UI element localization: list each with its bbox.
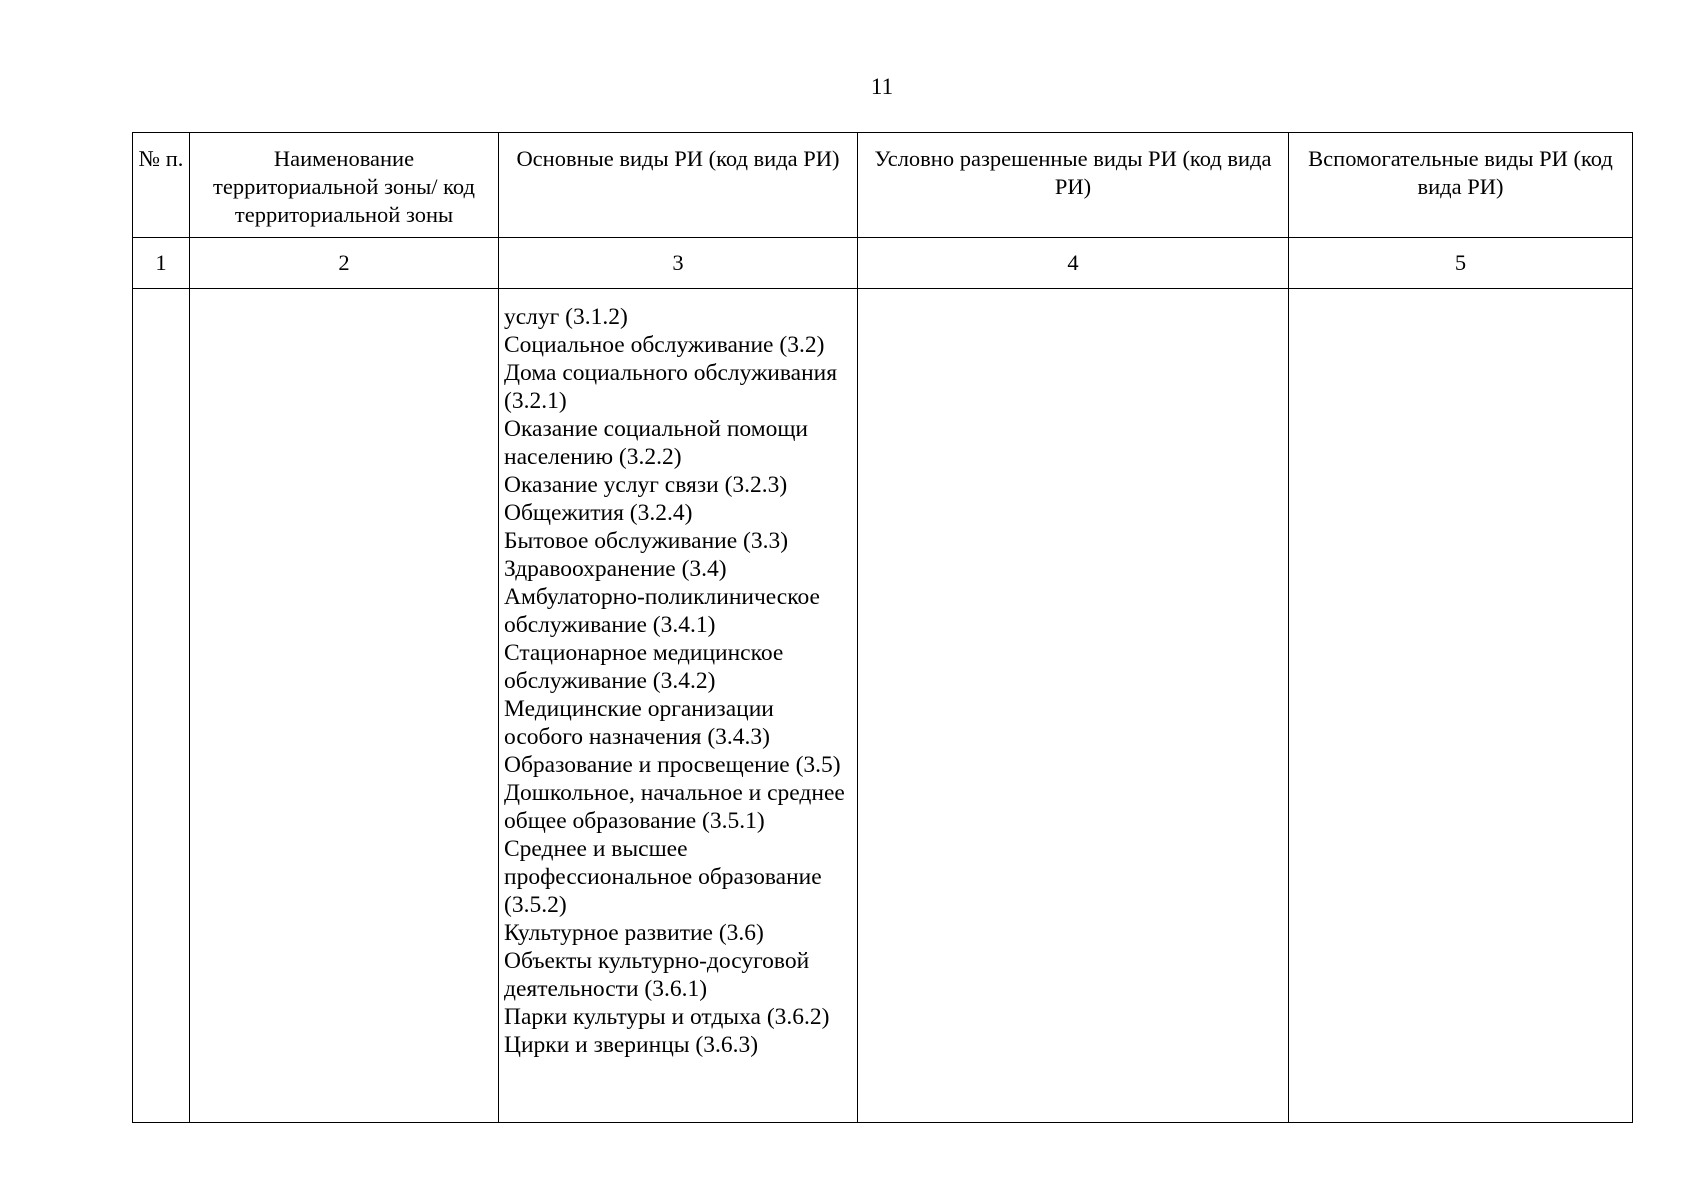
column-number-row <box>133 238 1633 289</box>
list-item: Бытовое обслуживание (3.3) <box>504 528 789 554</box>
list-item: услуг (3.1.2) <box>504 304 628 330</box>
page-number: 11 <box>870 74 894 99</box>
list-item: Стационарное медицинское обслуживание (3.4.2) <box>504 640 784 694</box>
list-item: Амбулаторно-поликлиническое обслуживание (3.4.1) <box>504 584 820 638</box>
header-number: № п. <box>133 133 190 238</box>
header-conditional-uses: Условно разрешенные виды РИ (код вида РИ) <box>858 133 1289 238</box>
main-uses-cell <box>499 289 858 1123</box>
header-auxiliary-uses: Вспомогательные виды РИ (код вида РИ) <box>1289 133 1633 238</box>
list-item: Общежития (3.2.4) <box>504 500 693 526</box>
list-item: Среднее и высшее профессиональное образование (3.5.2) <box>504 836 822 918</box>
row-number-cell <box>133 289 190 1123</box>
list-item: Здравоохранение (3.4) <box>504 556 727 582</box>
column-number: 4 <box>858 238 1289 289</box>
list-item: Оказание социальной помощи населению (3.2.2) <box>504 416 808 470</box>
list-item: Дошкольное, начальное и среднее общее образование (3.5.1) <box>504 780 845 834</box>
table-row <box>133 289 1633 1123</box>
table-header-row <box>133 133 1633 238</box>
auxiliary-uses-cell <box>1289 289 1633 1123</box>
list-item: Дома социального обслуживания (3.2.1) <box>504 360 838 414</box>
column-number: 2 <box>190 238 499 289</box>
column-number: 3 <box>499 238 858 289</box>
main-uses-list <box>499 289 857 1059</box>
land-use-table <box>132 132 1633 1123</box>
list-item: Оказание услуг связи (3.2.3) <box>504 472 788 498</box>
list-item: Объекты культурно-досуговой деятельности (3.6.1) <box>504 948 810 1002</box>
list-item: Медицинские организации особого назначения (3.4.3) <box>504 696 774 750</box>
list-item: Цирки и зверинцы (3.6.3) <box>504 1032 759 1058</box>
list-item: Культурное развитие (3.6) <box>504 920 764 946</box>
header-main-uses: Основные виды РИ (код вида РИ) <box>499 133 858 238</box>
list-item: Парки культуры и отдыха (3.6.2) <box>504 1004 830 1030</box>
conditional-uses-cell <box>858 289 1289 1123</box>
list-item: Образование и просвещение (3.5) <box>504 752 841 778</box>
column-number: 1 <box>133 238 190 289</box>
zone-name-cell <box>190 289 499 1123</box>
header-zone-name: Наименование территориальной зоны/ код территориальной зоны <box>190 133 499 238</box>
list-item: Социальное обслуживание (3.2) <box>504 332 825 358</box>
column-number: 5 <box>1289 238 1633 289</box>
